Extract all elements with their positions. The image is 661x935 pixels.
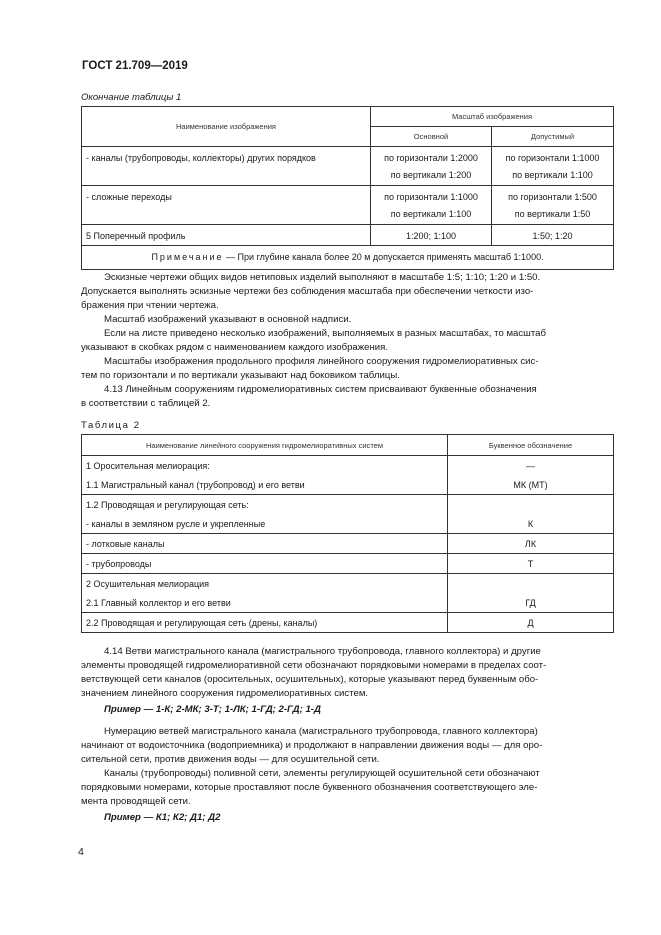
table1-cell-name: - сложные переходы [82,186,371,225]
table2-cell-code [448,574,614,594]
document-header: ГОСТ 21.709—2019 [82,60,188,72]
table1 [81,106,614,270]
table2-col-code: Буквенное обозначение [448,435,614,456]
table-row [82,554,614,574]
table1-cell-name: - каналы (трубопроводы, коллекторы) других порядков [82,147,371,186]
table1-cell-name: 5 Поперечный профиль [82,225,371,246]
table2-cell-name: - каналы в земляном русле и укрепленные [82,514,448,534]
table1-col-scale: Масштаб изображения [371,107,614,127]
paragraph: Масштаб изображений указывают в основной надписи. [104,314,352,325]
table1-cell-main: 1:200; 1:100 [371,225,492,246]
table1-cell-main: по горизонтали 1:1000 по вертикали 1:100 [371,186,492,225]
table-row [82,495,614,515]
table2-cell-name: 1 Оросительная мелиорация: [82,456,448,476]
table1-note [82,246,614,270]
paragraph: Масштабы изображения продольного профиля линейного сооружения гидромелиоративных сис- [104,356,539,367]
table2-cell-name: - лотковые каналы [82,534,448,554]
paragraph: порядковыми номерами, которые проставляют после буквенного обозначения соответствующего эле- [81,782,538,793]
table2-col-name: Наименование линейного сооружения гидромелиоративных систем [82,435,448,456]
paragraph: бражения при чтении чертежа. [81,300,219,311]
table-row [82,475,614,495]
paragraph: сительной сети, против движения воды — для осушительной сети. [81,754,380,765]
table1-cell-allowed: 1:50; 1:20 [492,225,614,246]
table2-cell-name: 2.2 Проводящая и регулирующая сеть (дрены, каналы) [82,613,448,633]
table2-cell-name: - трубопроводы [82,554,448,574]
table2-cell-code: Д [448,613,614,633]
paragraph: 4.14 Ветви магистрального канала (магистрального трубопровода, главного коллектора) и другие [104,646,541,657]
table-row [82,514,614,534]
paragraph: в соответствии с таблицей 2. [81,398,211,409]
paragraph: Эскизные чертежи общих видов нетиповых изделий выполняют в масштабе 1:5; 1:10; 1:20 и 1:50. [104,272,541,283]
note-label: Примечание [151,252,224,262]
paragraph: указывают в скобках рядом с наименованием каждого изображения. [81,342,389,353]
table2-cell-code: Т [448,554,614,574]
paragraph: 4.13 Линейным сооружениям гидромелиоративных систем присваивают буквенные обозначения [104,384,537,395]
table2-cell-code: МК (МТ) [448,475,614,495]
table2-cell-code: ЛК [448,534,614,554]
table2-cell-code: ГД [448,593,614,613]
table-row [82,186,614,225]
table1-col-allowed: Допустимый [492,127,614,147]
paragraph: Каналы (трубопроводы) поливной сети, элементы регулирующей осушительной сети обозначают [104,768,540,779]
page-number: 4 [78,846,84,858]
paragraph: мента проводящей сети. [81,796,191,807]
table2-cell-code [448,495,614,515]
table1-cell-allowed: по горизонтали 1:1000 по вертикали 1:100 [492,147,614,186]
paragraph: элементы проводящей гидромелиоративной сети обозначают порядковыми номерами в пределах соот- [81,660,547,671]
paragraph: Если на листе приведено несколько изображений, выполняемых в разных масштабах, то масштаб [104,328,546,339]
example-text: Пример — К1; К2; Д1; Д2 [104,812,221,823]
table2-caption: Таблица 2 [81,420,141,431]
paragraph: Нумерацию ветвей магистрального канала (магистрального трубопровода, главного коллектора) [104,726,538,737]
table2-cell-name: 2 Осушительная мелиорация [82,574,448,594]
table2-cell-code: — [448,456,614,476]
table-row [82,574,614,594]
table-row [82,534,614,554]
table1-caption: Окончание таблицы 1 [81,92,182,103]
table-row [82,225,614,246]
paragraph: Допускается выполнять эскизные чертежи без соблюдения масштаба при обеспечении четкости изо- [81,286,534,297]
table1-cell-main: по горизонтали 1:2000 по вертикали 1:200 [371,147,492,186]
table1-col-name: Наименование изображения [82,107,371,147]
table2 [81,434,614,633]
table-row [82,147,614,186]
note-text: — При глубине канала более 20 м допускается применять масштаб 1:1000. [223,252,544,262]
table2-cell-name: 1.2 Проводящая и регулирующая сеть: [82,495,448,515]
table2-cell-code: К [448,514,614,534]
table2-cell-name: 2.1 Главный коллектор и его ветви [82,593,448,613]
paragraph: начинают от водоисточника (водоприемника) и продолжают в направлении движения воды — для оро- [81,740,543,751]
table-row [82,593,614,613]
paragraph: тем по горизонтали и по вертикали указывают над боковиком таблицы. [81,370,400,381]
table-row [82,456,614,476]
table1-cell-allowed: по горизонтали 1:500 по вертикали 1:50 [492,186,614,225]
table-row [82,613,614,633]
paragraph: значением линейного сооружения гидромелиоративных систем. [81,688,369,699]
example-text: Пример — 1-К; 2-МК; 3-Т; 1-ЛК; 1-ГД; 2-ГД; 1-Д [104,704,321,715]
paragraph: ветствующей сети каналов (оросительных, осушительных), которые указывают перед буквенным обо- [81,674,539,685]
table1-col-main: Основной [371,127,492,147]
table2-cell-name: 1.1 Магистральный канал (трубопровод) и его ветви [82,475,448,495]
